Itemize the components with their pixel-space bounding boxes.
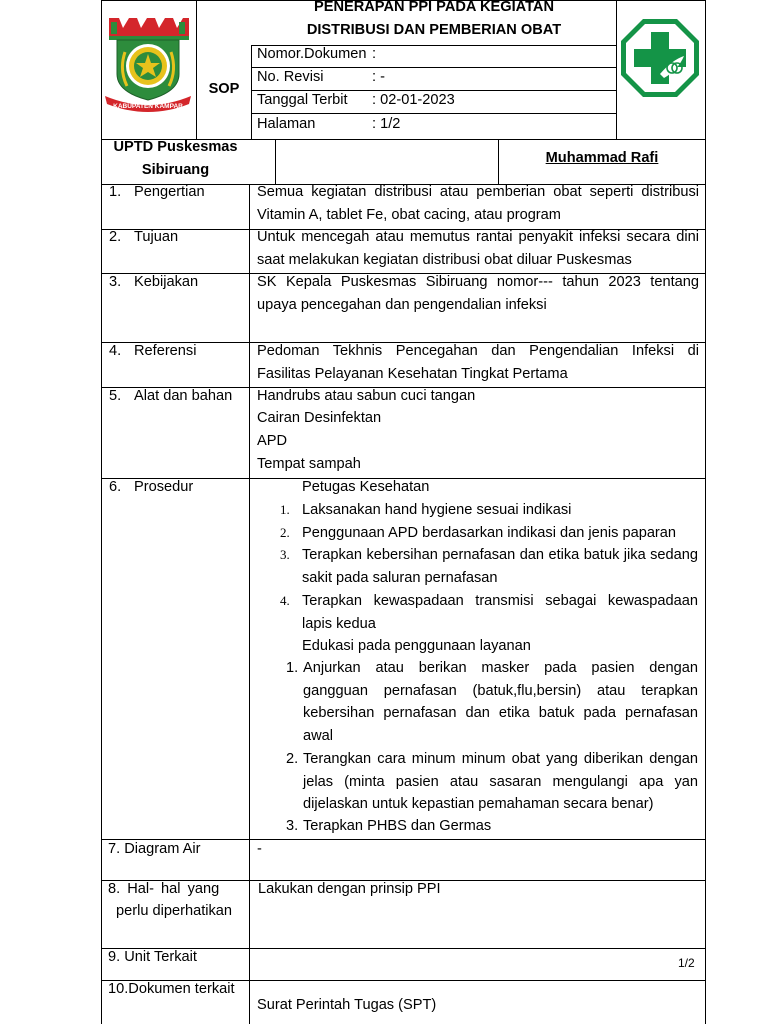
tujuan-text: Untuk mencegah atau memutus rantai penyakit infeksi secara dini saat melakukan kegiatan distribusi obat diluar Puskesmas [257, 229, 699, 268]
prosedur-g2-text: Anjurkan atau berikan masker pada pasien dengan gangguan pernafasan (batuk,flu,bersin) atau terapkan kebersihan pernafasan dan etika batuk pada pernafasan awal [303, 660, 698, 744]
prosedur-g2-text: Terangkan cara minum minum obat yang diberikan dengan jelas (minta pasien atau sasaran mengulangi apa yan dijelaskan untuk kepastian pemahaman secara benar) [303, 751, 698, 813]
tujuan-label: Tujuan [134, 229, 179, 245]
unit-terkait-label: 9. Unit Terkait [108, 949, 197, 965]
pengertian-text: Semua kegiatan distribusi atau pemberian obat seperti distribusi Vitamin A, tablet Fe, obat cacing, atau program [257, 184, 699, 223]
alat-item: APD [257, 433, 288, 449]
alat-item: Tempat sampah [257, 456, 361, 472]
prosedur-num: 6. [109, 479, 122, 495]
prosedur-g2-text: Terapkan PHBS dan Germas [303, 818, 492, 834]
hal-label-line-1: 8. Hal- hal yang [108, 881, 220, 897]
pengertian-label: Pengertian [134, 184, 205, 200]
pengertian-num: 1. [109, 184, 122, 200]
puskesmas-logo [620, 18, 700, 98]
prosedur-group1-title: Petugas Kesehatan [302, 479, 430, 495]
meta-label-nomor: Nomor.Dokumen [257, 46, 367, 62]
meta-value-revisi: : - [372, 69, 385, 85]
alat-item: Handrubs atau sabun cuci tangan [257, 388, 476, 404]
prosedur-g1-text: Terapkan kewaspadaan transmisi sebagai kewaspadaan lapis kedua [302, 593, 698, 632]
prosedur-g1-number: 4. [280, 593, 290, 608]
logo-banner-text: KABUPATEN KAMPAR [113, 103, 183, 110]
page-number: 1/2 [678, 956, 695, 970]
hal-label-line-2: perlu diperhatikan [116, 903, 233, 919]
sop-title-line-2: DISTRIBUSI DAN PEMBERIAN OBAT [306, 22, 562, 38]
alat-num: 5. [109, 388, 122, 404]
dokumen-text: Surat Perintah Tugas (SPT) [257, 997, 437, 1013]
meta-value-tanggal: : 02-01-2023 [372, 92, 455, 108]
prosedur-g2-number: 3. [286, 818, 299, 834]
alat-item: Cairan Desinfektan [257, 410, 382, 426]
prosedur-g1-number: 2. [280, 525, 290, 540]
diagram-label: 7. Diagram Air [108, 841, 201, 857]
prosedur-g2-number: 1. [286, 660, 299, 676]
unit-row-divider-1 [275, 139, 276, 185]
prosedur-label: Prosedur [134, 479, 194, 495]
kebijakan-label: Kebijakan [134, 274, 199, 290]
kebijakan-text: SK Kepala Puskesmas Sibiruang nomor--- tahun 2023 tentang upaya pencegahan dan pengendalian infeksi [257, 274, 699, 313]
meta-label-tanggal: Tanggal Terbit [257, 92, 348, 108]
dokumen-label: 10.Dokumen terkait [108, 981, 235, 997]
header-divider-right-logo [616, 0, 617, 139]
meta-value-nomor: : [372, 46, 377, 62]
sop-title-line-1: PENERAPAN PPI PADA KEGIATAN [313, 0, 554, 15]
referensi-text: Pedoman Tekhnis Pencegahan dan Pengendalian Infeksi di Fasilitas Pelayanan Kesehatan Tingkat Pertama [257, 343, 699, 382]
unit-name-line-1: UPTD Puskesmas [113, 139, 238, 155]
meta-value-halaman: : 1/2 [372, 116, 401, 132]
alat-label: Alat dan bahan [134, 388, 233, 404]
prosedur-g1-number: 3. [280, 547, 290, 562]
prosedur-g1-number: 1. [280, 502, 290, 517]
signatory-name: Muhammad Rafi [545, 150, 659, 166]
meta-label-revisi: No. Revisi [257, 69, 324, 85]
header-divider-logo [196, 0, 197, 139]
border-right [705, 0, 706, 1024]
body-column-divider [249, 184, 250, 1024]
referensi-label: Referensi [134, 343, 197, 359]
prosedur-g1-text: Terapkan kebersihan pernafasan dan etika batuk jika sedang sakit pada saluran pernafasan [302, 547, 698, 586]
prosedur-g1-text: Laksanakan hand hygiene sesuai indikasi [302, 502, 572, 518]
header-divider-sop [251, 45, 252, 139]
kebijakan-num: 3. [109, 274, 122, 290]
hal-text: Lakukan dengan prinsip PPI [258, 881, 441, 897]
prosedur-group2-title: Edukasi pada penggunaan layanan [302, 638, 531, 654]
prosedur-g2-number: 2. [286, 751, 299, 767]
sop-label: SOP [208, 81, 240, 97]
meta-label-halaman: Halaman [257, 116, 316, 132]
prosedur-g1-text: Penggunaan APD berdasarkan indikasi dan jenis paparan [302, 525, 677, 541]
unit-name-line-2: Sibiruang [141, 162, 210, 178]
tujuan-num: 2. [109, 229, 122, 245]
referensi-num: 4. [109, 343, 122, 359]
kampar-regency-logo [103, 14, 193, 112]
diagram-text: - [257, 841, 262, 857]
